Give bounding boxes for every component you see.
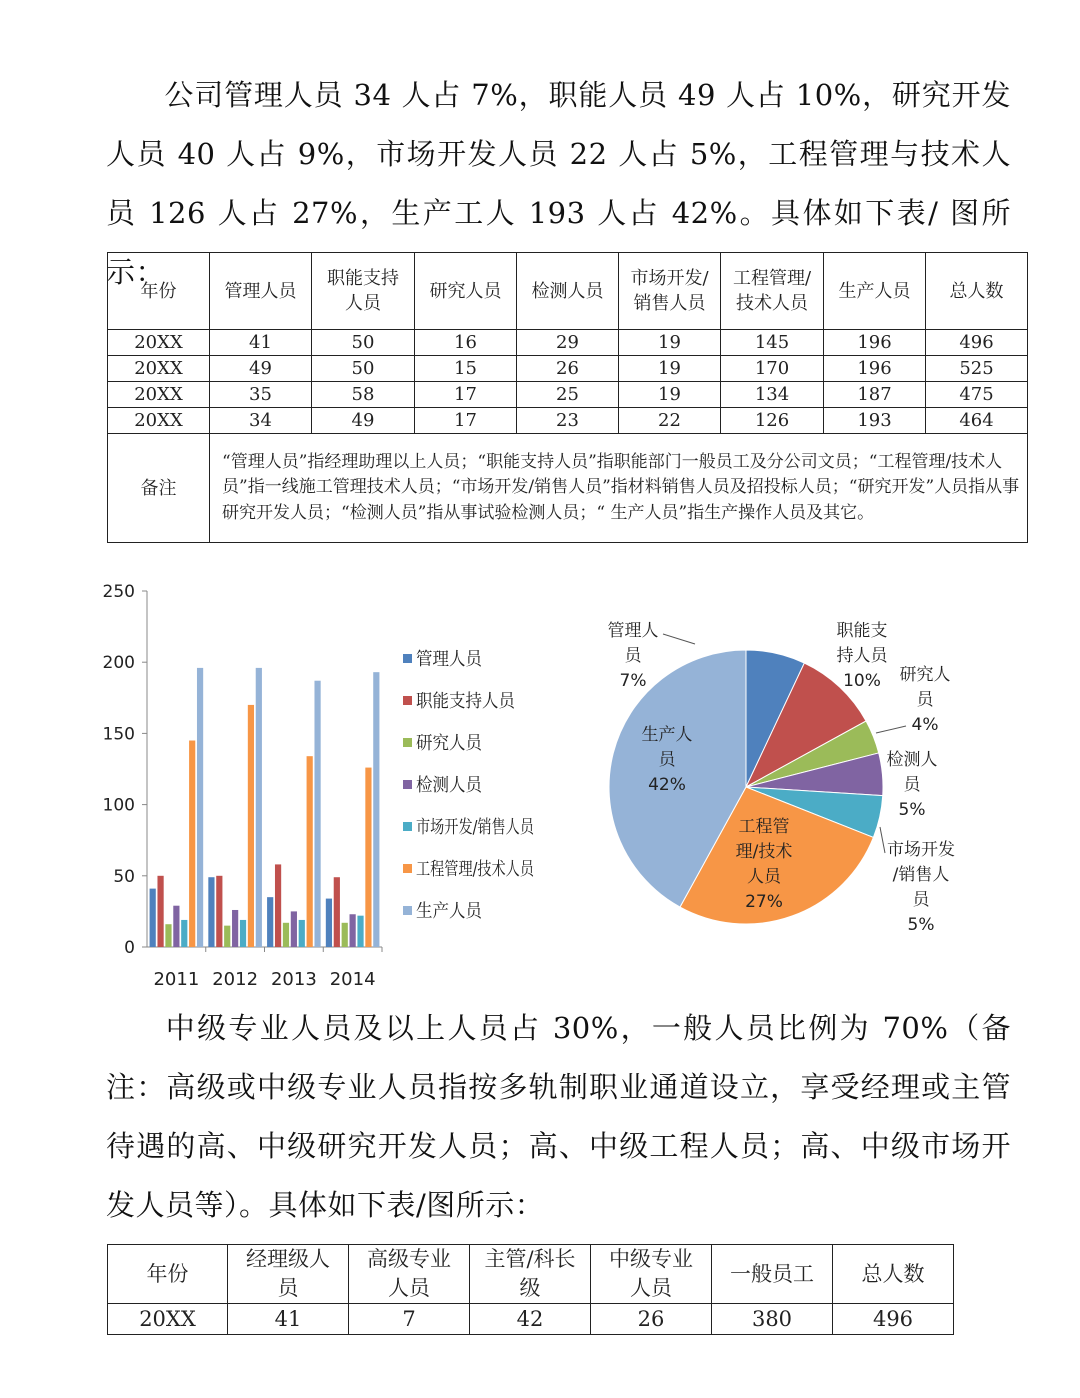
- ratio-paragraph-text: 中级专业人员及以上人员占 30%，一般人员比例为 70%（备注：高级或中级专业人员指按多轨制职业通道设立，享受经理或主管待遇的高、中级研究开发人员；高、中级工程人员；高、中级市场开发人员等）。具体如下表/图所示：: [106, 1011, 1011, 1222]
- legend-label: 生产人员: [416, 901, 484, 922]
- bar: [232, 910, 238, 947]
- leader-line: [663, 634, 695, 644]
- bar: [181, 920, 187, 947]
- table-header-row: [108, 1245, 954, 1304]
- table-cell: 145: [721, 330, 824, 356]
- legend-swatch: [403, 738, 412, 747]
- table-cell: 16: [415, 330, 517, 356]
- pie-data-label: 研究人员 4%: [899, 665, 951, 735]
- legend-label: 检测人员: [416, 775, 484, 796]
- table-row: [108, 408, 1028, 434]
- table-cell: 26: [517, 356, 619, 382]
- table-cell: 20XX: [108, 408, 210, 434]
- table-cell: 7: [349, 1304, 470, 1335]
- table-row: [108, 1304, 954, 1335]
- table-cell: 193: [824, 408, 926, 434]
- bar: [224, 926, 230, 947]
- table-cell: 170: [721, 356, 824, 382]
- header-cell: 高级专业人员: [349, 1245, 470, 1304]
- table-cell: 20XX: [108, 1304, 228, 1335]
- legend-swatch: [403, 822, 412, 831]
- pie-chart: [575, 600, 995, 955]
- header-cell: 职能支持人员: [312, 253, 415, 330]
- table-cell: 196: [824, 330, 926, 356]
- legend-swatch: [403, 780, 412, 789]
- x-tick-label: 2011: [153, 969, 200, 990]
- staff-level-table: [107, 1244, 954, 1335]
- bar: [342, 923, 348, 947]
- y-tick-label: 100: [102, 795, 135, 816]
- y-tick-label: 50: [113, 866, 135, 887]
- table-cell: 29: [517, 330, 619, 356]
- header-cell: 管理人员: [210, 253, 312, 330]
- staff-composition-table: [107, 252, 1028, 543]
- table-cell: 22: [619, 408, 721, 434]
- table-cell: 126: [721, 408, 824, 434]
- table-row: [108, 356, 1028, 382]
- pie-data-label: 管理人员 7%: [607, 621, 659, 691]
- bar: [267, 897, 273, 947]
- table-cell: 475: [926, 382, 1028, 408]
- ratio-paragraph: [106, 999, 1011, 1235]
- pie-data-label: 检测人员 5%: [886, 750, 938, 820]
- pie-data-label: 生产人员 42%: [641, 725, 693, 795]
- table-cell: 20XX: [108, 382, 210, 408]
- bar: [291, 911, 297, 947]
- table-cell: 42: [470, 1304, 591, 1335]
- table-cell: 19: [619, 330, 721, 356]
- table-cell: 35: [210, 382, 312, 408]
- table-cell: 134: [721, 382, 824, 408]
- table-cell: 496: [833, 1304, 954, 1335]
- legend-label: 研究人员: [416, 733, 484, 754]
- header-cell: 年份: [108, 253, 210, 330]
- bar: [275, 864, 281, 947]
- header-cell: 总人数: [926, 253, 1028, 330]
- table-cell: 20XX: [108, 330, 210, 356]
- bar: [173, 906, 179, 947]
- bar: [314, 681, 320, 947]
- table-cell: 26: [591, 1304, 712, 1335]
- bar: [373, 672, 379, 947]
- bar: [189, 741, 195, 947]
- legend-label: 市场开发/销售人员: [416, 817, 536, 838]
- bar: [357, 916, 363, 947]
- table-cell: 58: [312, 382, 415, 408]
- bar-chart: [100, 575, 540, 995]
- pie-data-label: 工程管理/技术人员 27%: [735, 817, 793, 912]
- bar: [350, 914, 356, 947]
- table-cell: 15: [415, 356, 517, 382]
- y-tick-label: 200: [102, 653, 135, 674]
- legend-label: 职能支持人员: [416, 691, 517, 712]
- table-cell: 525: [926, 356, 1028, 382]
- table-cell: 187: [824, 382, 926, 408]
- header-cell: 中级专业人员: [591, 1245, 712, 1304]
- header-cell: 生产人员: [824, 253, 926, 330]
- y-tick-label: 150: [102, 724, 135, 745]
- legend-swatch: [403, 696, 412, 705]
- table-row: [108, 330, 1028, 356]
- legend-swatch: [403, 864, 412, 873]
- legend-swatch: [403, 906, 412, 915]
- header-cell: 年份: [108, 1245, 228, 1304]
- note-text: “管理人员”指经理助理以上人员；“职能支持人员”指职能部门一般员工及分公司文员；“工程管理/技术人员”指一线施工管理技术人员；“市场开发/销售人员”指材料销售人员及招投标人员；“研究开发”人员指从事研究开发人员；“检测人员”指从事试验检测人员；“ 生产人员”指生产操作人员及其它。: [210, 434, 1028, 543]
- table-cell: 49: [312, 408, 415, 434]
- header-cell: 市场开发/销售人员: [619, 253, 721, 330]
- header-cell: 研究人员: [415, 253, 517, 330]
- pie-data-label: 市场开发/销售人员 5%: [887, 840, 955, 935]
- bar: [240, 920, 246, 947]
- table-cell: 41: [228, 1304, 349, 1335]
- table-cell: 25: [517, 382, 619, 408]
- table-cell: 41: [210, 330, 312, 356]
- table-cell: 196: [824, 356, 926, 382]
- legend-label: 管理人员: [416, 649, 484, 670]
- bar: [365, 768, 371, 947]
- bar: [334, 877, 340, 947]
- bar: [208, 877, 214, 947]
- table-note-row: [108, 434, 1028, 543]
- table-row: [108, 382, 1028, 408]
- legend-label: 工程管理/技术人员: [416, 859, 536, 880]
- bar: [165, 924, 171, 947]
- bar: [256, 668, 262, 947]
- x-tick-label: 2012: [212, 969, 259, 990]
- header-cell: 检测人员: [517, 253, 619, 330]
- x-tick-label: 2013: [270, 969, 317, 990]
- bar: [216, 876, 222, 947]
- header-cell: 主管/科长级: [470, 1245, 591, 1304]
- y-tick-label: 250: [102, 582, 135, 602]
- bar: [299, 920, 305, 947]
- table-cell: 49: [210, 356, 312, 382]
- y-tick-label: 0: [124, 938, 135, 958]
- x-tick-label: 2014: [329, 969, 376, 990]
- bar: [307, 756, 313, 947]
- leader-line: [880, 827, 885, 853]
- table-header-row: [108, 253, 1028, 330]
- table-cell: 20XX: [108, 356, 210, 382]
- intro-paragraph-text: 公司管理人员 34 人占 7%，职能人员 49 人占 10%，研究开发人员 40 人占 9%，市场开发人员 22 人占 5%，工程管理与技术人员 126 人占 27%，生产工人 193 人占 42%。具体如下表/ 图所示：: [106, 78, 1011, 289]
- legend-swatch: [403, 654, 412, 663]
- header-cell: 经理级人员: [228, 1245, 349, 1304]
- table-cell: 496: [926, 330, 1028, 356]
- bar: [150, 889, 156, 947]
- bar: [326, 899, 332, 947]
- table-cell: 50: [312, 356, 415, 382]
- leader-line: [876, 726, 906, 733]
- table-cell: 34: [210, 408, 312, 434]
- table-cell: 17: [415, 408, 517, 434]
- table-cell: 464: [926, 408, 1028, 434]
- bar: [283, 923, 289, 947]
- table-cell: 19: [619, 356, 721, 382]
- bar: [197, 668, 203, 947]
- header-cell: 一般员工: [712, 1245, 833, 1304]
- header-cell: 总人数: [833, 1245, 954, 1304]
- table-cell: 17: [415, 382, 517, 408]
- table-cell: 23: [517, 408, 619, 434]
- table-cell: 19: [619, 382, 721, 408]
- bar: [248, 705, 254, 947]
- header-cell: 工程管理/技术人员: [721, 253, 824, 330]
- pie-data-label: 职能支持人员 10%: [836, 621, 888, 691]
- table-cell: 50: [312, 330, 415, 356]
- note-label: 备注: [108, 434, 210, 543]
- bar: [157, 876, 163, 947]
- table-cell: 380: [712, 1304, 833, 1335]
